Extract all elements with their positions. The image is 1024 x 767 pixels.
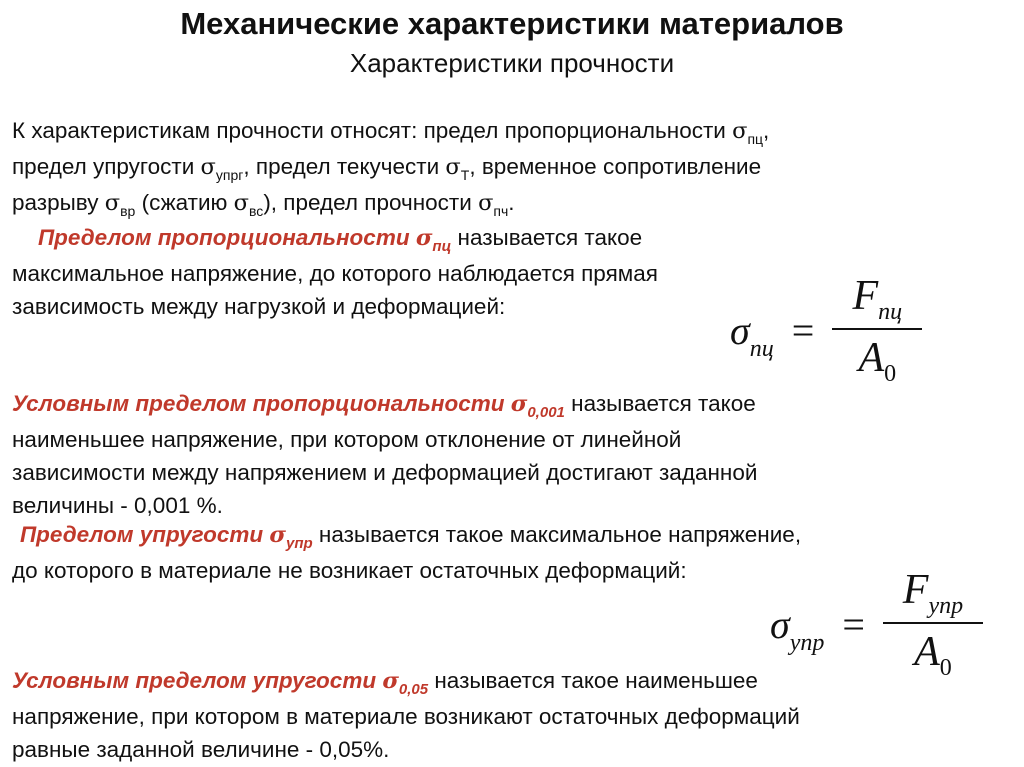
sigma-symbol: σ [200,154,216,180]
formula-elastic-limit: $\sigma_{упр}$ = $\frac{F_{упр}}{A_0}$ [770,566,983,682]
definition-conditional-elastic-limit: Условным пределом упругости $\sigma_{0,05}$ называется такое наименьшее напряжение, при котором в материале возникают остаточных деформаций равные заданной величине - 0,05%. [12,668,800,762]
intro-paragraph [12,114,769,222]
definition-proportionality-limit: Пределом пропорциональности $\sigma_{пц}$ называется такое максимальное напряжение, до которого наблюдается прямая зависимость между нагрузкой и деформацией: [12,225,658,319]
term-proportionality-limit: Пределом пропорциональности [38,225,416,250]
fraction: $\frac{F_{пц}}{A_0}$ [832,272,922,388]
sigma-symbol: σ [382,668,399,694]
sigma-symbol: σ [478,190,494,216]
term-conditional-proportionality-limit: Условным пределом пропорциональности [12,391,511,416]
sigma-symbol: σ [445,154,461,180]
fraction-bar [883,622,983,624]
term-conditional-elastic-limit: Условным пределом упругости [12,668,383,693]
sigma-symbol: σ [732,118,748,144]
sigma-symbol: σ [104,190,121,216]
definition-conditional-proportionality-limit: Условным пределом пропорциональности $\sigma_{0,001}$ называется такое наименьшее напряжение, при котором отклонение от линейной зависимости между напряжением и деформацией достигают заданной величины - 0,001 %. [12,391,758,518]
term-elastic-limit: Пределом упругости [20,522,270,547]
fraction-bar [832,328,922,330]
intro-line-1: К характеристикам прочности относят: предел пропорциональности $\sigma_{пц}$, [12,118,770,147]
intro-line-2: предел упругости $\sigma_{упрг}$, предел текучести $\sigma_Т$, временное сопротивление [12,154,762,183]
sigma-symbol: σ [415,225,433,251]
slide-subtitle: Характеристики прочности [349,48,675,78]
slide-title: Механические характеристики материалов [180,6,844,41]
formula-proportionality-limit: $\sigma_{пц}$ = $\frac{F_{пц}}{A_0}$ [730,272,922,388]
intro-line-3: разрыву $\sigma_{вр}$ (сжатию $\sigma_{вс}$), предел прочности $\sigma_{пч}$. [12,190,515,219]
definition-elastic-limit: Пределом упругости $\sigma_{упр}$ называется такое максимальное напряжение, до которого в материале не возникает остаточных деформаций: [12,522,802,583]
sigma-symbol: σ [269,522,286,548]
sigma-symbol: σ [510,391,528,417]
fraction: $\frac{F_{упр}}{A_0}$ [883,566,983,682]
sigma-symbol: σ [233,190,250,216]
